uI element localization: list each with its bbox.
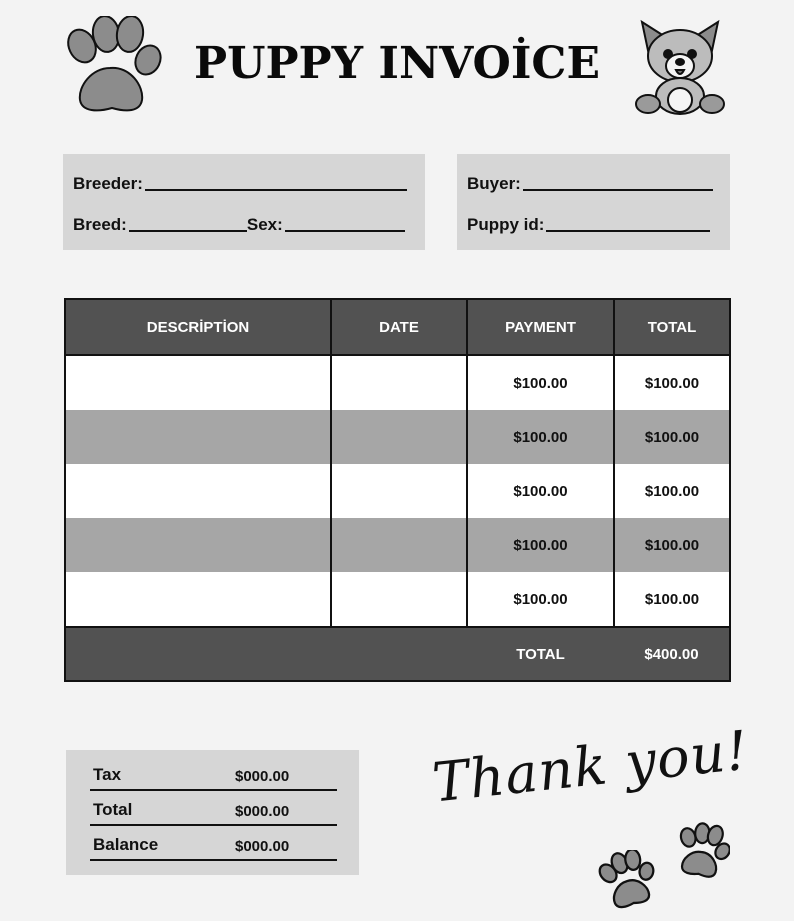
description-cell[interactable] (65, 464, 331, 518)
thank-you-text: Thank you! (429, 718, 752, 815)
table-row (65, 572, 730, 627)
table-header-row (65, 299, 730, 355)
summary-value[interactable]: $000.00 (235, 768, 290, 785)
paw-icon (674, 822, 730, 880)
summary-row-balance (90, 826, 337, 861)
puppy-id-field[interactable] (546, 230, 710, 232)
puppy-icon (630, 16, 728, 116)
total-cell[interactable]: $100.00 (614, 518, 730, 572)
payment-cell[interactable]: $100.00 (467, 464, 614, 518)
buyer-label: Buyer: (467, 174, 521, 193)
date-cell[interactable] (331, 355, 467, 410)
summary-box (66, 750, 359, 875)
summary-row-total (90, 791, 337, 826)
breeder-label: Breeder: (73, 174, 143, 193)
breed-field[interactable] (129, 230, 247, 232)
breed-label: Breed: (73, 215, 127, 234)
sex-field[interactable] (285, 230, 405, 232)
summary-value[interactable]: $000.00 (235, 838, 290, 855)
grand-total-value: $400.00 (614, 627, 730, 681)
breeder-field[interactable] (145, 189, 407, 191)
date-cell[interactable] (331, 572, 467, 627)
total-cell[interactable]: $100.00 (614, 572, 730, 627)
grand-total-label: TOTAL (467, 627, 614, 681)
total-cell[interactable]: $100.00 (614, 355, 730, 410)
summary-value[interactable]: $000.00 (235, 803, 290, 820)
column-header-payment: PAYMENT (467, 299, 614, 355)
summary-label: Balance (93, 835, 159, 854)
column-header-date: DATE (331, 299, 467, 355)
summary-label: Total (93, 800, 133, 819)
description-cell[interactable] (65, 572, 331, 627)
description-cell[interactable] (65, 355, 331, 410)
date-cell[interactable] (331, 518, 467, 572)
table-total-row (65, 627, 730, 681)
table-row (65, 464, 730, 518)
sex-label: Sex: (246, 215, 283, 234)
payment-cell[interactable]: $100.00 (467, 410, 614, 464)
payment-cell[interactable]: $100.00 (467, 518, 614, 572)
invoice-table (64, 298, 731, 682)
total-cell[interactable]: $100.00 (614, 410, 730, 464)
table-row (65, 518, 730, 572)
description-cell[interactable] (65, 518, 331, 572)
puppy-id-label: Puppy id: (467, 215, 545, 234)
buyer-info-box (457, 154, 730, 250)
breeder-info-box (63, 154, 425, 250)
table-row (65, 410, 730, 464)
summary-label: Tax (93, 765, 122, 784)
column-header-description: DESCRİPTİON (65, 299, 331, 355)
column-header-total: TOTAL (614, 299, 730, 355)
paw-icon (598, 850, 656, 910)
summary-row-tax (90, 756, 337, 791)
date-cell[interactable] (331, 410, 467, 464)
buyer-field[interactable] (523, 189, 713, 191)
total-cell[interactable]: $100.00 (614, 464, 730, 518)
payment-cell[interactable]: $100.00 (467, 355, 614, 410)
paw-icon (60, 16, 162, 116)
table-row (65, 355, 730, 410)
date-cell[interactable] (331, 464, 467, 518)
payment-cell[interactable]: $100.00 (467, 572, 614, 627)
page-title: PUPPY INVOİCE (194, 38, 600, 89)
description-cell[interactable] (65, 410, 331, 464)
